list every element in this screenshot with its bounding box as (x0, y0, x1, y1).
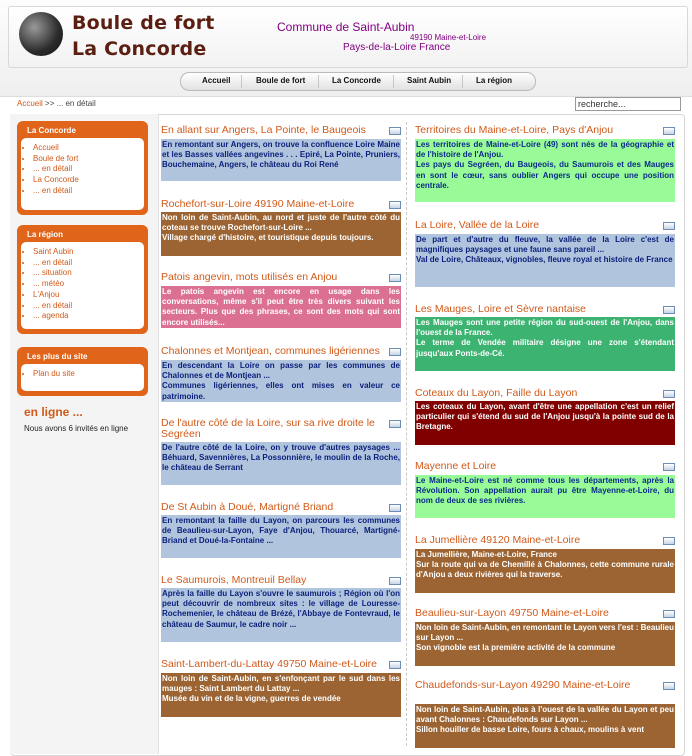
email-icon[interactable] (663, 682, 675, 690)
commune-postal: 49190 Maine-et-Loire (410, 33, 487, 42)
article-card (415, 607, 675, 653)
menu-la-concorde (17, 121, 148, 215)
email-icon[interactable] (389, 348, 401, 356)
site-title-line2[interactable]: La Concorde (72, 38, 207, 60)
article-summary: De part et d'autre du fleuve, la vallée de la Loire c'est de magnifiques paysages et une faune sans pareil ... Val de Loire, Châteaux, vignobles, fleuve royal et histoire de France (415, 234, 675, 287)
article-title[interactable]: Chalonnes et Montjean, communes ligériennes (161, 345, 380, 357)
article-title[interactable]: Patois angevin, mots utilisés en Anjou (161, 271, 338, 283)
nav-la-region[interactable]: La région (476, 76, 513, 85)
article-summary: Les territoires de Maine-et-Loire (49) sont nés de la géographie et de l'histoire de l'Anjou. Les pays du Segréen, du Baugeois, du Saumurois et des Mauges en sont le cœur, sans oublier Angers qui occupe une position centrale. (415, 139, 675, 202)
email-icon[interactable] (389, 420, 401, 428)
article-card (415, 679, 675, 735)
menu-item-plan-du-site[interactable]: • Plan du site (33, 369, 144, 380)
article-card (161, 417, 401, 473)
commune-name: Commune de Saint-Aubin (277, 20, 415, 34)
article-summary: En remontant sur Angers, on trouve la confluence Loire Maine et les Basses vallées angevines . . . Epiré, La Pointe, Pruniers, Bouchemaine, Angers, le château du Roi René (161, 139, 401, 181)
article-title[interactable]: Saint-Lambert-du-Lattay 49750 Maine-et-Loire (161, 658, 377, 670)
article-title[interactable]: Territoires du Maine-et-Loire, Pays d'Anjou (415, 124, 614, 136)
email-icon[interactable] (389, 127, 401, 135)
menu-item-la-concorde[interactable]: • La Concorde (33, 175, 144, 186)
article-summary: Non loin de Saint-Aubin, plus à l'ouest de la vallée du Layon et peu avant Chalonnes : Chaudefonds sur Layon ... Sillon houiller de basse Loire, fours à chaux, moulins à vent (415, 704, 675, 748)
article-summary: Les coteaux du Layon, avant d'être une appellation c'est un relief particulier qui s'étend du sud de l'Anjou jusqu'à la pointe sud de la Bretagne. (415, 401, 675, 445)
article-card (161, 271, 401, 327)
article-card (415, 219, 675, 265)
search-input[interactable] (575, 97, 681, 111)
nav-divider (241, 75, 242, 88)
email-icon[interactable] (389, 201, 401, 209)
article-card (161, 124, 401, 170)
article-card (415, 303, 675, 358)
article-card (161, 198, 401, 243)
article-card (161, 501, 401, 546)
email-icon[interactable] (389, 274, 401, 282)
article-summary: Non loin de Saint-Aubin, en remontant le Layon vers l'est : Beaulieu sur Layon ... Son vignoble est la première activité de la commune (415, 622, 675, 666)
menu-plus-du-site (17, 347, 148, 396)
breadcrumb-home[interactable]: Accueil (17, 99, 43, 108)
commune-region: Pays-de-la-Loire France (343, 42, 451, 53)
article-summary: Les Mauges sont une petite région du sud-ouest de l'Anjou, dans l'ouest de la France. Le terme de Vendée militaire désigne une zone s'étendant jusqu'aux Ponts-de-Cé. (415, 317, 675, 371)
email-icon[interactable] (663, 222, 675, 230)
article-title[interactable]: Beaulieu-sur-Layon 49750 Maine-et-Loire (415, 607, 609, 619)
menu-item-saint-aubin[interactable]: • Saint Aubin (33, 247, 144, 258)
article-card (161, 658, 401, 704)
site-title-line1[interactable]: Boule de fort (72, 12, 215, 34)
menu-item-en-detail[interactable]: • ... en détail (33, 186, 144, 197)
email-icon[interactable] (389, 504, 401, 512)
article-title[interactable]: Les Mauges, Loire et Sèvre nantaise (415, 303, 587, 315)
email-icon[interactable] (663, 537, 675, 545)
online-count: Nous avons 6 invités en ligne (24, 424, 129, 433)
article-title[interactable]: Mayenne et Loire (415, 460, 497, 472)
article-title[interactable]: De St Aubin à Doué, Martigné Briand (161, 501, 334, 513)
article-summary: Le patois angevin est encore en usage dans les conversations, même s'il peut être très divers suivant les secteurs. Plus que des phrases, ce sont des mots qui sont encore utilisés... (162, 287, 400, 327)
email-icon[interactable] (663, 610, 675, 618)
nav-la-concorde[interactable]: La Concorde (332, 76, 381, 85)
article-title[interactable]: En allant sur Angers, La Pointe, le Baugeois (161, 124, 366, 136)
menu-title: La région (27, 230, 64, 239)
email-icon[interactable] (389, 577, 401, 585)
nav-accueil[interactable]: Accueil (202, 76, 231, 85)
article-card (415, 387, 675, 432)
menu-item-accueil[interactable]: • Accueil (33, 143, 144, 154)
menu-item-en-detail[interactable]: • ... en détail (33, 258, 144, 269)
menu-item-meteo[interactable]: • ... météo (33, 279, 144, 290)
email-icon[interactable] (663, 463, 675, 471)
menu-item-anjou[interactable]: • L'Anjou (33, 290, 144, 301)
article-summary: Non loin de Saint-Aubin, en s'enfonçant par le sud dans les mauges : Saint Lambert du Lattay ... Musée du vin et de la vigne, guerres de vendée (161, 673, 401, 717)
email-icon[interactable] (663, 127, 675, 135)
menu-title: Les plus du site (27, 352, 88, 361)
article-summary: La Jumellière, Maine-et-Loire, France Sur la route qui va de Chemillé à Chalonnes, cette commune rurale d'Anjou a deux rivières qui la traverse. (415, 549, 675, 593)
menu-item-situation[interactable]: • ... situation (33, 268, 144, 279)
breadcrumb-current: ... en détail (56, 99, 96, 108)
article-summary: Le Maine-et-Loire est né comme tous les départements, après la Révolution. Son appellation aurait pu être Mayenne-et-Loire, du nom de deux de ses rivières. (415, 475, 675, 518)
nav-boule-de-fort[interactable]: Boule de fort (256, 76, 306, 85)
boule-logo-icon[interactable] (19, 12, 63, 56)
email-icon[interactable] (389, 661, 401, 669)
article-title[interactable]: Rochefort-sur-Loire 49190 Maine-et-Loire (161, 198, 355, 210)
article-summary: Après la faille du Layon s'ouvre le saumurois ; Région où l'on peut découvrir de nombreux sites : le village de Louresse-Rochemenier, le château de Brézé, l'Abbaye de Fontevraud, le château de Saumur, le cadre noir ... (161, 588, 401, 642)
email-icon[interactable] (663, 306, 675, 314)
nav-saint-aubin[interactable]: Saint Aubin (407, 76, 452, 85)
article-card (415, 460, 675, 506)
breadcrumb-separator: >> (42, 99, 57, 108)
article-card (161, 574, 401, 629)
menu-item-en-detail[interactable]: • ... en détail (33, 301, 144, 312)
article-summary: Non loin de Saint-Aubin, au nord et juste de l'autre côté du coteau se trouve Rochefort-sur-Loire ... Village chargé d'histoire, et touristique depuis toujours. (161, 212, 401, 256)
breadcrumb (17, 99, 96, 108)
article-card (161, 345, 401, 401)
article-title[interactable]: Le Saumurois, Montreuil Bellay (161, 574, 307, 586)
article-title[interactable]: La Loire, Vallée de la Loire (415, 219, 540, 231)
email-icon[interactable] (663, 390, 675, 398)
menu-title: La Concorde (27, 126, 76, 135)
column-divider (406, 122, 407, 746)
main-nav (180, 72, 536, 91)
article-title[interactable]: La Jumellière 49120 Maine-et-Loire (415, 534, 581, 546)
online-title: en ligne ... (24, 405, 83, 419)
article-card (415, 124, 675, 190)
nav-divider (393, 75, 394, 88)
site-header (0, 0, 692, 97)
menu-la-region (17, 225, 148, 334)
article-summary: En remontant la faille du Layon, on parcours les communes de Beaulieu-sur-Layon, Faye d'Anjou, Thouarcé, Martigné-Briand et Doué-la-Fontaine ... (161, 515, 401, 558)
article-summary: De l'autre côté de la Loire, on y trouve d'autres paysages ... Béhuard, Savennières, La Possonnière, le moulin de la Roche, le château de Serrant (161, 442, 401, 485)
menu-item-boule-de-fort[interactable]: • Boule de fort (33, 154, 144, 165)
article-title[interactable]: De l'autre côté de la Loire, sur sa rive droite le Segréen (161, 417, 375, 440)
menu-item-en-detail[interactable]: • ... en détail (33, 164, 144, 175)
menu-item-agenda[interactable]: • ... agenda (33, 311, 144, 322)
nav-divider (318, 75, 319, 88)
nav-divider (462, 75, 463, 88)
article-card (415, 534, 675, 580)
article-title[interactable]: Chaudefonds-sur-Layon 49290 Maine-et-Loire (415, 679, 631, 691)
article-title[interactable]: Coteaux du Layon, Faille du Layon (415, 387, 578, 399)
article-summary: En descendant la Loire on passe par les communes de Chalonnes et de Montjean ... Communes ligériennes, elles ont mises en valeur ce patrimoine. (162, 361, 400, 401)
